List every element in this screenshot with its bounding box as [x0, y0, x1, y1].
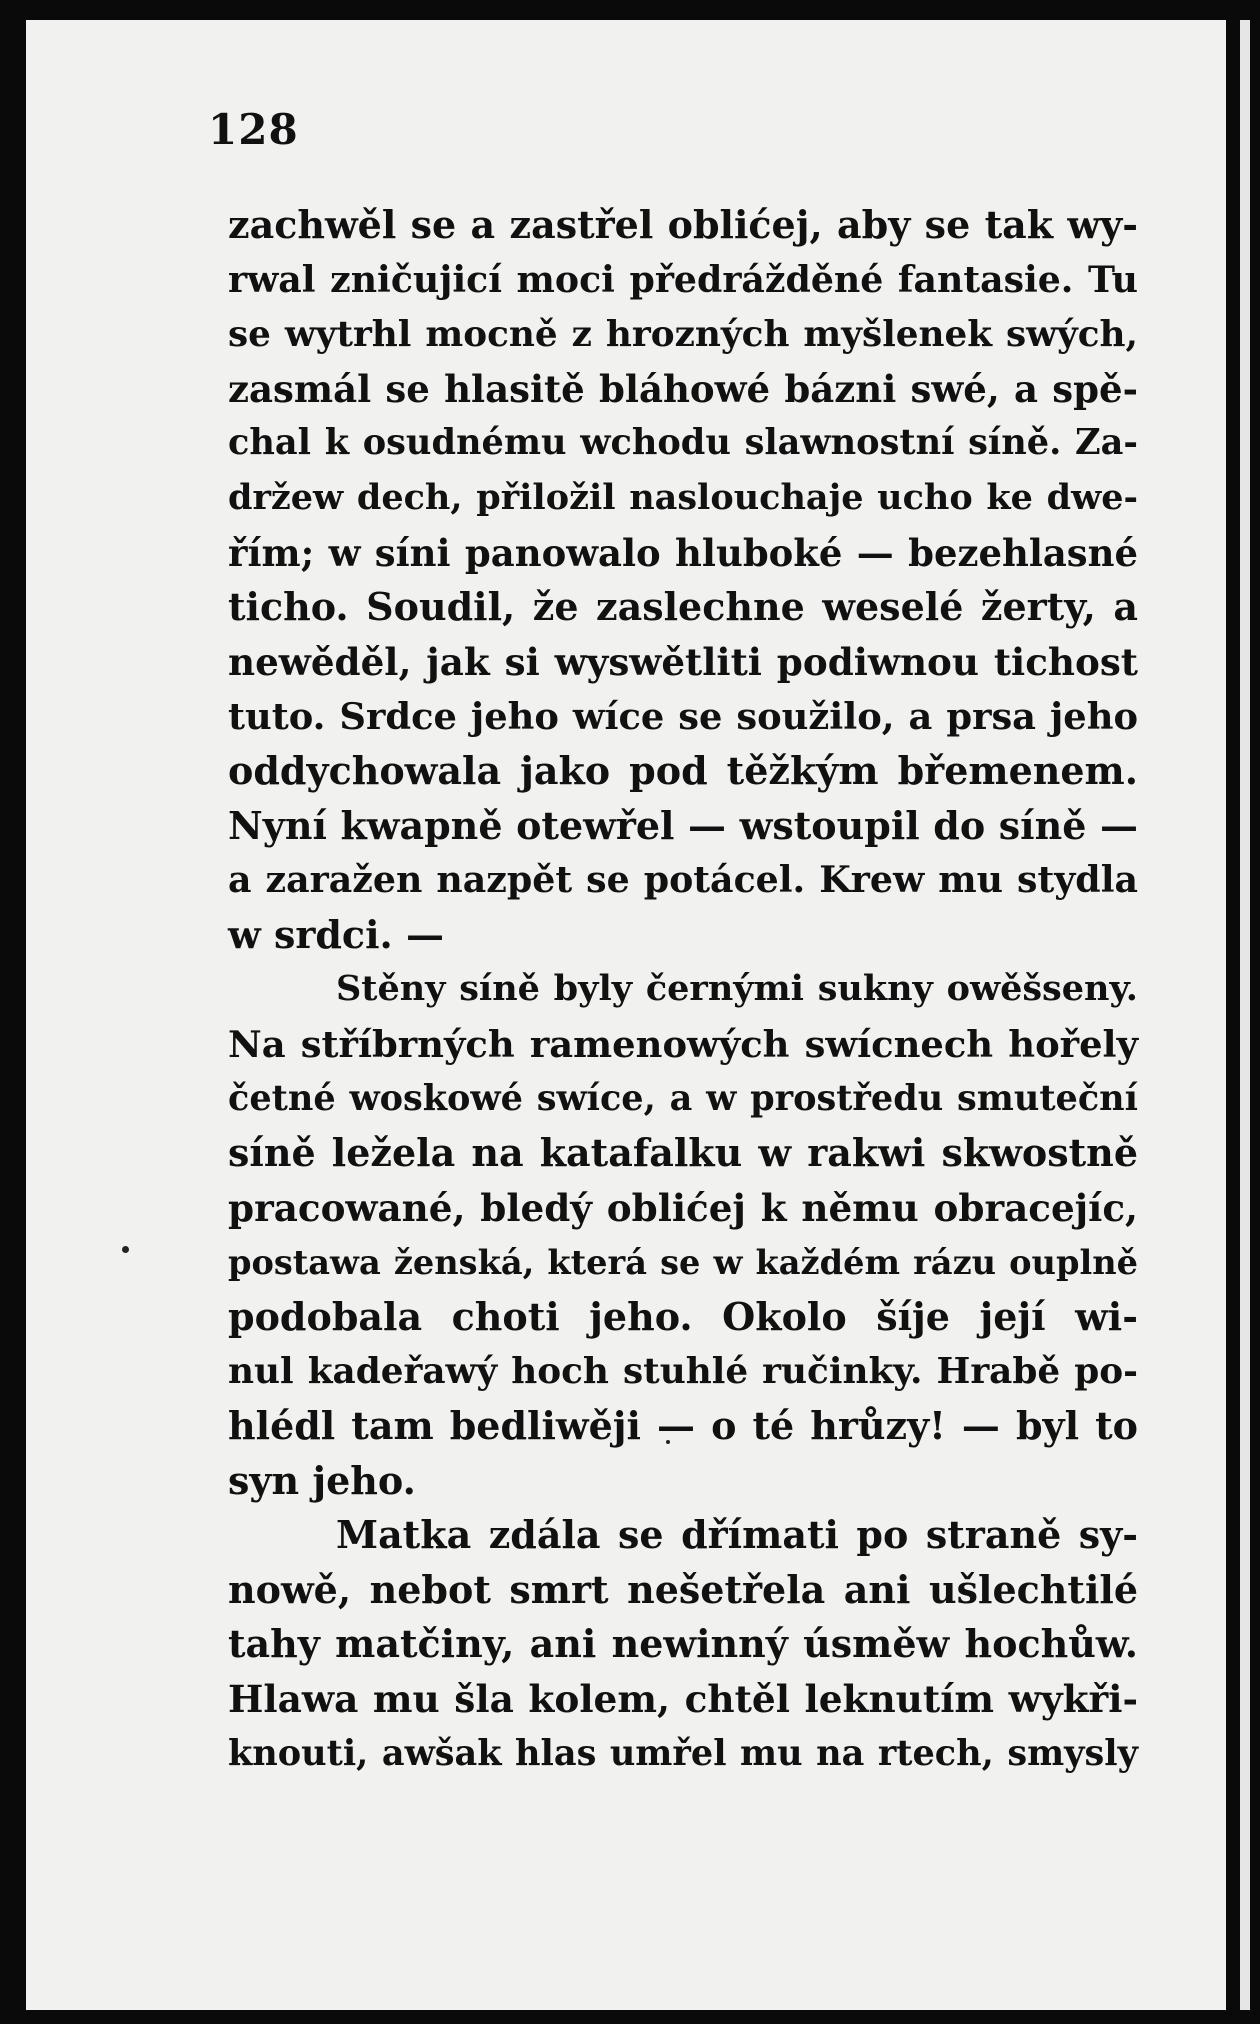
text-line: a zaražen nazpět se potácel. Krew mu stydla — [228, 858, 1138, 902]
page-number: 128 — [208, 105, 299, 154]
text-line: podobala choti jeho. Okolo šíje její wi- — [228, 1293, 1138, 1339]
text-line: Nyní kwapně otewřel — wstoupil do síně — — [228, 802, 1138, 848]
text-line: zasmál se hlasitě bláhowé bázni swé, a spě- — [228, 366, 1138, 411]
text-line: nul kadeřawý hoch stuhlé ručinky. Hrabě po- — [228, 1350, 1138, 1393]
text-line: ticho. Soudil, že zaslechne weselé žerty, a — [228, 584, 1138, 630]
text-line: tahy matčiny, ani newinný úsměw hochůw. — [228, 1621, 1138, 1667]
text-line: zachwěl se a zastřel oblićej, aby se tak wy- — [228, 202, 1138, 247]
text-line: nowě, nebot smrt nešetřela ani ušlechtilé — [228, 1566, 1138, 1612]
ink-speck — [122, 1246, 129, 1253]
body-text — [228, 198, 1138, 1781]
text-line: rwal zničujicí moci předrážděné fantasie. Tu — [228, 257, 1138, 301]
text-line: držew dech, přiložil naslouchaje ucho ke dwe- — [228, 476, 1138, 518]
text-line: syn jeho. — [228, 1457, 416, 1503]
text-line: se wytrhl mocně z hrozných myšlenek swých, — [228, 313, 1138, 356]
text-line: oddychowala jako pod těžkým břemenem. — [228, 747, 1138, 793]
text-line: řím; w síni panowalo hluboké — bezehlasné — [228, 530, 1138, 575]
adjacent-page-edge — [1240, 20, 1250, 2010]
text-line: chal k osudnému wchodu slawnostní síně. Za- — [228, 422, 1138, 464]
text-line: postawa ženská, která se w každém rázu ouplně — [228, 1242, 1138, 1283]
text-line: četné woskowé swíce, a w prostředu smuteční — [228, 1077, 1138, 1119]
text-line: Na stříbrných ramenowých swícnech hořely — [228, 1021, 1138, 1066]
text-line: knouti, awšak hlas umřel mu na rtech, smysly — [228, 1732, 1138, 1774]
text-line: Stěny síně byly černými sukny owěšseny. — [336, 968, 1138, 1010]
text-line: hlédl tam bedliwěji — o té hrůzy! — byl to — [228, 1403, 1138, 1449]
text-line: newěděl, jak si wyswětliti podiwnou tichost — [228, 639, 1138, 684]
text-line: tuto. Srdce jeho wíce se soužilo, a prsa jeho — [228, 694, 1138, 739]
text-line: pracowané, bledý oblićej k němu obracejíc, — [228, 1185, 1138, 1230]
text-line: síně ležela na katafalku w rakwi skwostně — [228, 1130, 1138, 1176]
text-line: w srdci. — — [228, 911, 444, 957]
text-line: Matka zdála se dřímati po straně sy- — [336, 1512, 1138, 1558]
text-line: Hlawa mu šla kolem, chtěl leknutím wykři- — [228, 1677, 1138, 1722]
